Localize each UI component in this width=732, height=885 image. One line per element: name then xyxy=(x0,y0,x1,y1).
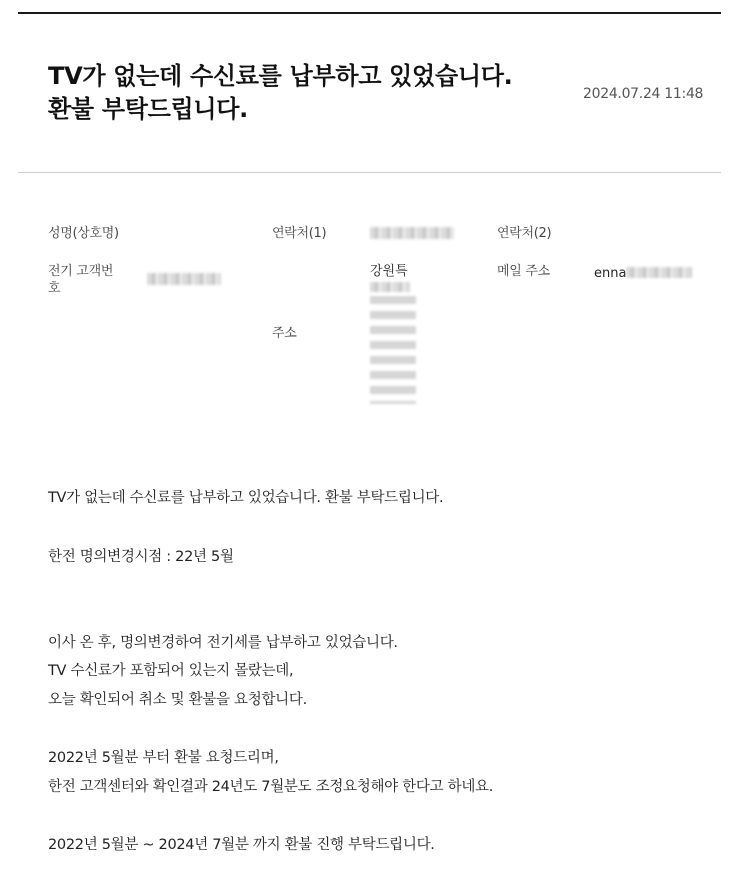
customer-number-value-redacted xyxy=(147,273,221,285)
body-line-7: 한전 고객센터와 확인결과 24년도 7월분도 조정요청해야 한다고 하네요. xyxy=(48,779,494,795)
address-label: 주소 xyxy=(272,326,297,341)
customer-number-label-line2: 호 xyxy=(48,281,61,296)
body-line-5: 오늘 확인되어 취소 및 환불을 요청합니다. xyxy=(48,692,307,708)
customer-number-label xyxy=(48,263,113,297)
post-date: 2024.07.24 11:48 xyxy=(583,86,704,102)
customer-number-label-line1: 전기 고객번 xyxy=(48,264,114,279)
email-value-redacted xyxy=(626,267,692,278)
body-line-6: 2022년 5월분 부터 환불 요청드리며, xyxy=(48,750,279,766)
body-line-3: 이사 온 후, 명의변경하여 전기세를 납부하고 있었습니다. xyxy=(48,635,398,651)
header-divider xyxy=(18,172,721,173)
body-line-1: TV가 없는데 수신료를 납부하고 있었습니다. 환불 부탁드립니다. xyxy=(48,490,444,506)
address-value-redacted-1 xyxy=(370,282,410,292)
address-value xyxy=(370,263,408,280)
contact1-label: 연락처(1) xyxy=(272,226,327,241)
body-line-8: 2022년 5월분 ~ 2024년 7월분 까지 환불 진행 부탁드립니다. xyxy=(48,837,435,853)
name-label: 성명(상호명) xyxy=(48,226,119,241)
email-label: 메일 주소 xyxy=(497,264,550,279)
address-value-redacted-2 xyxy=(370,296,416,404)
top-divider xyxy=(18,12,721,14)
post-title-line1: TV가 없는데 수신료를 납부하고 있었습니다. xyxy=(48,62,513,90)
body-line-2: 한전 명의변경시점 : 22년 5월 xyxy=(48,549,234,565)
email-value-visible: enna xyxy=(594,266,627,281)
contact2-label: 연락처(2) xyxy=(497,226,552,241)
post-title-line2: 환불 부탁드립니다. xyxy=(48,95,248,123)
post-title xyxy=(48,60,568,126)
email-value xyxy=(594,265,626,282)
contact1-value-redacted xyxy=(370,227,454,239)
address-value-visible: 강원특 xyxy=(370,264,408,279)
body-line-4: TV 수신료가 포함되어 있는지 몰랐는데, xyxy=(48,663,294,679)
